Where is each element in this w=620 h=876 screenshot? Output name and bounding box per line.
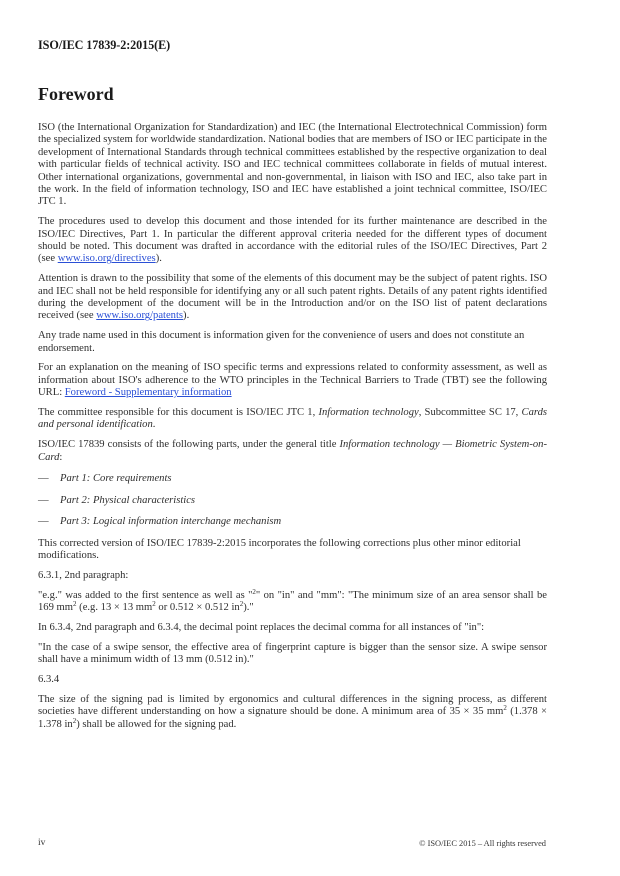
paragraph-parts: ISO/IEC 17839 consists of the following parts, under the general title Information technology — Biometric System-on-Card: <box>38 439 547 463</box>
paragraph-iso-iec-intro: ISO (the International Organization for Standardization) and IEC (the International Electrotechnical Commission) form the specialized system for worldwide standardization. National bodies that are members of ISO or IEC participate in the development of International Standards through technical committees established by the respective organization to deal with particular fields of technical activity. ISO and IEC technical committees collaborate in fields of mutual interest. Other international organizations, governmental and non-governmental, in liaison with ISO and IEC, also take part in the work. In the field of information technology, ISO and IEC have established a joint technical committee, ISO/IEC JTC 1. <box>38 122 547 208</box>
paragraph-section-6-3-1: 6.3.1, 2nd paragraph: <box>38 570 129 582</box>
document-id-header: ISO/IEC 17839-2:2015(E) <box>38 38 171 52</box>
paragraph-conformity: For an explanation on the meaning of ISO specific terms and expressions related to conformity assessment, as well as information about ISO's adherence to the WTO principles in the Technical Barriers to Trade (TBT) see the following URL: Foreword - Supplementary information <box>38 362 547 399</box>
paragraph-patents: Attention is drawn to the possibility that some of the elements of this document may be the subject of patent rights. ISO and IEC shall not be held responsible for identifying any or all such patent rights. Details of any patent rights identified during the development of the document will be in the Introduction and/or on the ISO list of patent declarations received (see www.iso.org/patents). <box>38 273 547 322</box>
supplementary-info-link[interactable]: Foreword - Supplementary information <box>64 387 232 399</box>
list-item-part-1: — Part 1: Core requirements <box>38 473 172 485</box>
paragraph-decimal-point: In 6.3.4, 2nd paragraph and 6.3.4, the decimal point replaces the decimal comma for all instances of "in": <box>38 622 485 634</box>
paragraph-trade-name: Any trade name used in this document is information given for the convenience of users and does not constitute an endorsement. <box>38 330 525 354</box>
paragraph-section-6-3-4: 6.3.4 <box>38 674 60 686</box>
dash-bullet: — <box>38 516 49 528</box>
page-title: Foreword <box>38 84 114 104</box>
patents-link[interactable]: www.iso.org/patents <box>96 310 184 322</box>
copyright-notice: © ISO/IEC 2015 – All rights reserved <box>419 839 546 848</box>
list-item-part-2: — Part 2: Physical characteristics <box>38 494 196 506</box>
foreword-body <box>38 122 547 738</box>
directives-link[interactable]: www.iso.org/directives <box>57 253 156 265</box>
paragraph-swipe-sensor: "In the case of a swipe sensor, the effective area of fingerprint capture is bigger than the sensor size. A swipe sensor shall have a minimum width of 13 mm (0.512 in)." <box>38 641 547 666</box>
paragraph-eg-correction: "e.g." was added to the first sentence as well as "$^2$" on "in" and "mm": "The minimum size of an area sensor shall be 169 $mm^2$ (e.g. 13 × 13 $mm^2$ or 0.512 × 0.512 $in^2$)." <box>38 587 547 614</box>
paragraph-corrected-version: This corrected version of ISO/IEC 17839-2:2015 incorporates the following corrections plus other minor editorial modifications. <box>38 537 521 562</box>
page-number: iv <box>38 838 46 848</box>
dash-bullet: — <box>38 494 49 506</box>
paragraph-procedures: The procedures used to develop this document and those intended for its further maintenance are described in the ISO/IEC Directives, Part 1. In particular the different approval criteria needed for the different types of document should be noted. This document was drafted in accordance with the editorial rules of the ISO/IEC Directives, Part 2 (see www.iso.org/directives). <box>38 216 547 265</box>
paragraph-signing-pad: The size of the signing pad is limited by ergonomics and cultural differences in the signing process, as different societies have different understanding on how a signature should be done. A minimum area of 35 × 35 $mm^2$ (1.378 × 1.378 $in^2$) shall be allowed for the signing pad. <box>38 693 548 730</box>
list-item-part-3: — Part 3: Logical information interchange mechanism <box>38 516 282 528</box>
paragraph-committee: The committee responsible for this document is ISO/IEC JTC 1, Information technology, Subcommittee SC 17, Cards and personal identification. <box>38 407 548 431</box>
dash-bullet: — <box>38 473 49 485</box>
